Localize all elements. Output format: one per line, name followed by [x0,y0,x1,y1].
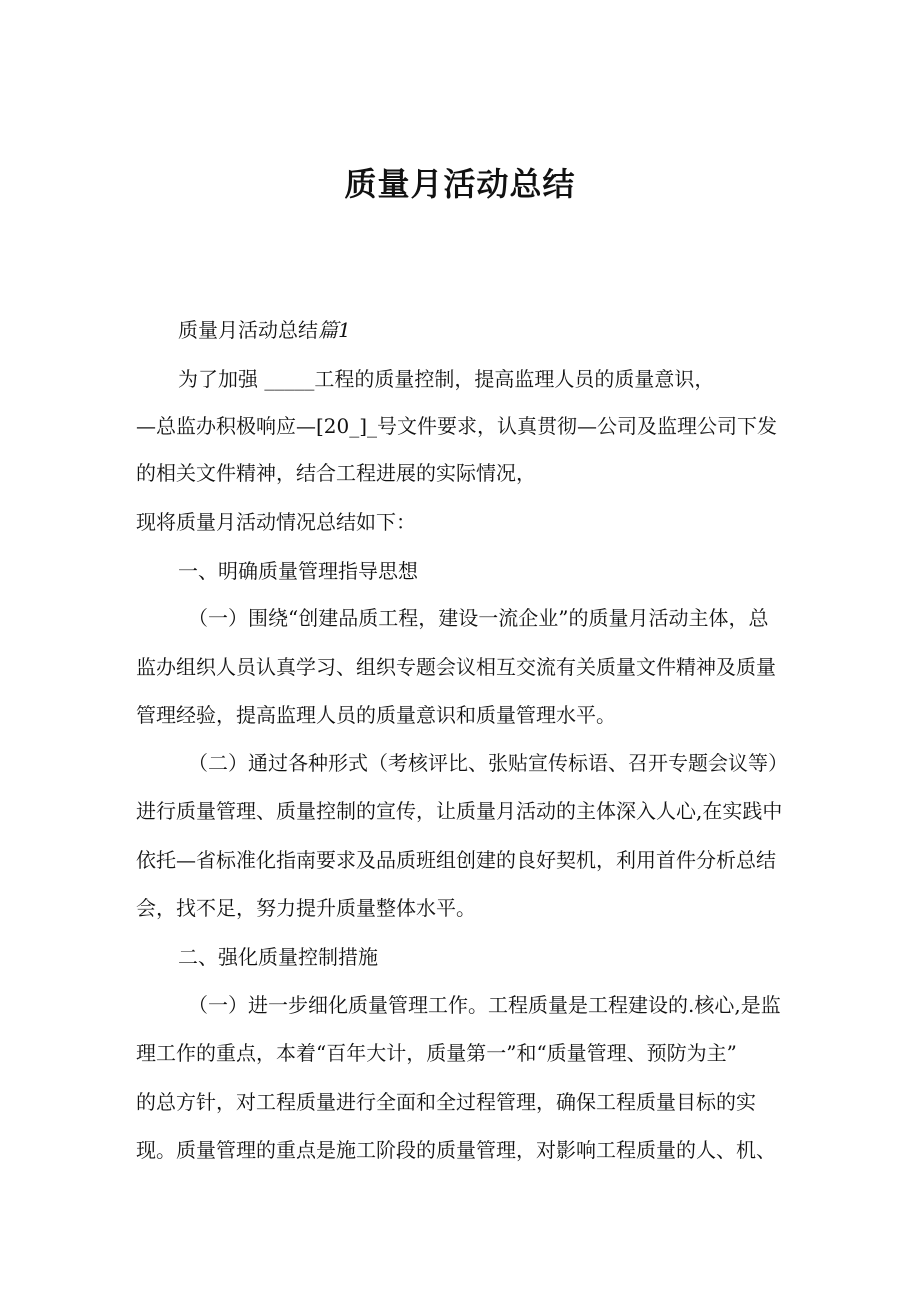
subtitle-main: 质量月活动总结 [178,318,318,342]
paragraph-line: 的相关文件精神，结合工程进展的实际情况， [136,461,536,485]
section-heading: 二、强化质量控制措施 [178,945,378,969]
paragraph-line: 理工作的重点，本着“百年大计，质量第一”和“质量管理、预防为主” [136,1041,737,1065]
paragraph-line: 为了加强 _____工程的质量控制，提高监理人员的质量意识， [178,367,715,391]
section-heading: 一、明确质量管理指导思想 [178,559,418,583]
paragraph-line: 会，找不足，努力提升质量整体水平。 [136,896,476,920]
paragraph-line: （一）进一步细化质量管理工作。工程质量是工程建设的.核心,是监 [188,993,781,1017]
paragraph-line: 依托—省标准化指南要求及品质班组创建的良好契机，利用首件分析总结 [136,848,776,872]
paragraph-line: 的总方针，对工程质量进行全面和全过程管理，确保工程质量目标的实 [136,1090,756,1114]
paragraph-line: 管理经验，提高监理人员的质量意识和质量管理水平。 [136,703,616,727]
paragraph-line: （二）通过各种形式（考核评比、张贴宣传标语、召开专题会议等） [188,751,788,775]
paragraph-line: 进行质量管理、质量控制的宣传，让质量月活动的主体深入人心,在实践中 [136,799,783,823]
paragraph-line: （一）围绕“创建品质工程，建设一流企业”的质量月活动主体，总 [188,606,769,630]
paragraph-line: 现将质量月活动情况总结如下： [136,510,416,534]
paragraph-line: —总监办积极响应—[20_]_号文件要求，认真贯彻—公司及监理公司下发 [136,414,778,438]
paragraph-line: 监办组织人员认真学习、组织专题会议相互交流有关质量文件精神及质量 [136,655,776,679]
subtitle-suffix: 篇1 [318,318,351,342]
paragraph-line: 现。质量管理的重点是施工阶段的质量管理，对影响工程质量的人、机、 [136,1138,776,1162]
document-title: 质量月活动总结 [344,165,576,203]
section-subtitle [178,315,351,345]
